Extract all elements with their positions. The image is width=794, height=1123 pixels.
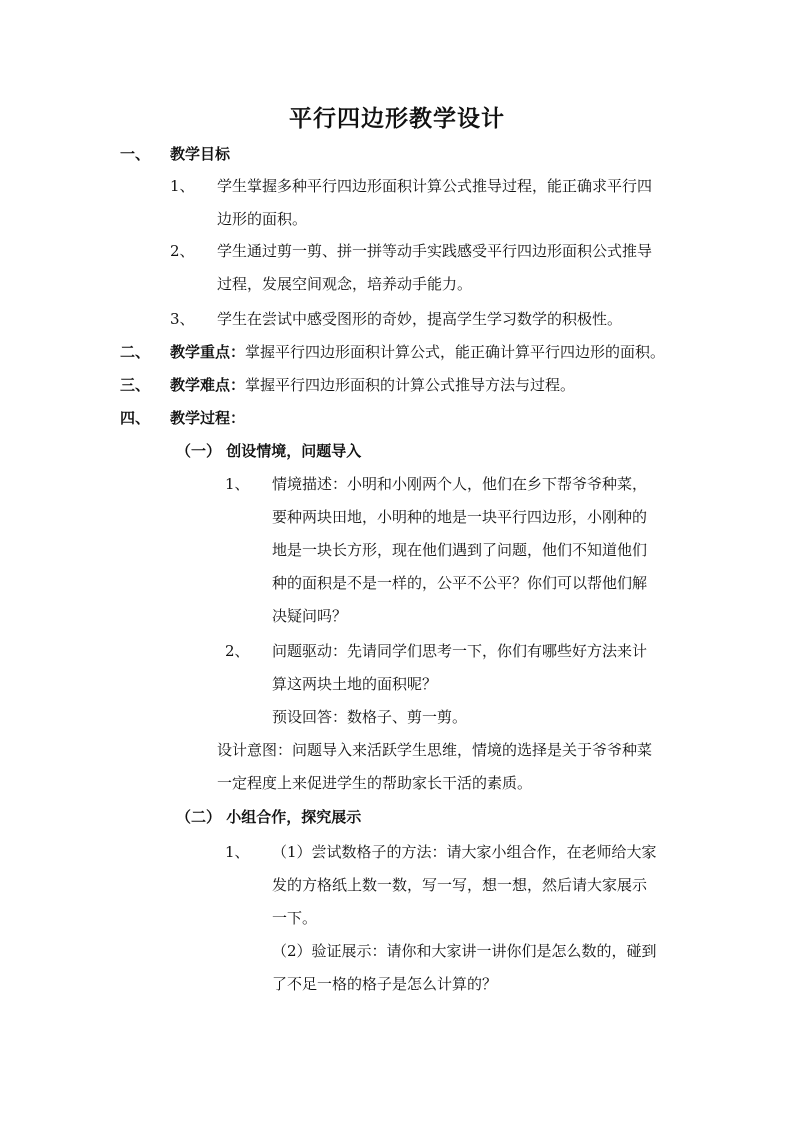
part-1-item-2-line-3: 预设回答：数格子、剪一剪。 (272, 708, 468, 726)
part-1-heading: （一） 创设情境，问题导入 (176, 442, 362, 460)
section-4-heading: 教学过程： (170, 409, 246, 427)
part-2-item-1-line-5: 了不足一格的格子是怎么计算的？ (272, 975, 498, 993)
section-2-text: 掌握平行四边形面积计算公式，能正确计算平行四边形的面积。 (245, 343, 666, 361)
goal-1-line-1: 学生掌握多种平行四边形面积计算公式推导过程，能正确求平行四 (217, 177, 653, 195)
section-1-heading: 教学目标 (170, 145, 231, 163)
part-1-item-1-line-3: 地是一块长方形，现在他们遇到了问题，他们不知道他们 (272, 541, 648, 559)
goal-2-number: 2、 (170, 242, 195, 260)
page-title: 平行四边形教学设计 (289, 105, 505, 132)
goal-1-number: 1、 (170, 177, 195, 195)
design-intent-line-2: 一定程度上来促进学生的帮助家长干活的素质。 (217, 774, 533, 792)
section-2-line (170, 342, 665, 362)
goal-3-line-1: 学生在尝试中感受图形的奇妙，提高学生学习数学的积极性。 (217, 310, 623, 328)
part-1-item-2-line-1: 问题驱动：先请同学们思考一下，你们有哪些好方法来计 (272, 642, 648, 660)
section-4-number: 四、 (120, 409, 151, 427)
section-3-line (170, 375, 575, 395)
part-1-item-2-number: 2、 (225, 642, 250, 660)
goal-3-number: 3、 (170, 310, 195, 328)
part-2-item-1-line-2: 发的方格纸上数一数，写一写，想一想，然后请大家展示 (272, 876, 648, 894)
section-2-heading: 教学重点： (170, 343, 246, 361)
design-intent-line-1: 设计意图：问题导入来活跃学生思维，情境的选择是关于爷爷种菜 (217, 741, 653, 759)
section-3-heading: 教学难点： (170, 376, 246, 394)
goal-2-line-2: 过程，发展空间观念，培养动手能力。 (217, 275, 473, 293)
part-1-item-2-line-2: 算这两块土地的面积呢？ (272, 675, 438, 693)
goal-2-line-1: 学生通过剪一剪、拼一拼等动手实践感受平行四边形面积公式推导 (217, 242, 653, 260)
part-2-heading: （二） 小组合作，探究展示 (176, 808, 362, 826)
goal-1-line-2: 边形的面积。 (217, 210, 308, 228)
part-2-item-1-number: 1、 (225, 843, 250, 861)
section-3-number: 三、 (120, 376, 151, 394)
part-2-item-1-line-1: （1）尝试数格子的方法：请大家小组合作，在老师给大家 (272, 843, 657, 861)
part-2-item-1-line-4: （2）验证展示：请你和大家讲一讲你们是怎么数的，碰到 (272, 942, 657, 960)
section-3-text: 掌握平行四边形面积的计算公式推导方法与过程。 (245, 376, 576, 394)
part-1-item-1-line-1: 情境描述：小明和小刚两个人，他们在乡下帮爷爷种菜， (272, 475, 648, 493)
part-2-item-1-line-3: 一下。 (272, 909, 318, 927)
section-2-number: 二、 (120, 343, 151, 361)
part-1-item-1-line-5: 决疑问吗？ (272, 607, 348, 625)
part-1-item-1-line-2: 要种两块田地，小明种的地是一块平行四边形，小刚种的 (272, 508, 648, 526)
part-1-item-1-line-4: 种的面积是不是一样的，公平不公平？你们可以帮他们解 (272, 574, 648, 592)
part-1-item-1-number: 1、 (225, 475, 250, 493)
section-1-number: 一、 (120, 145, 151, 163)
